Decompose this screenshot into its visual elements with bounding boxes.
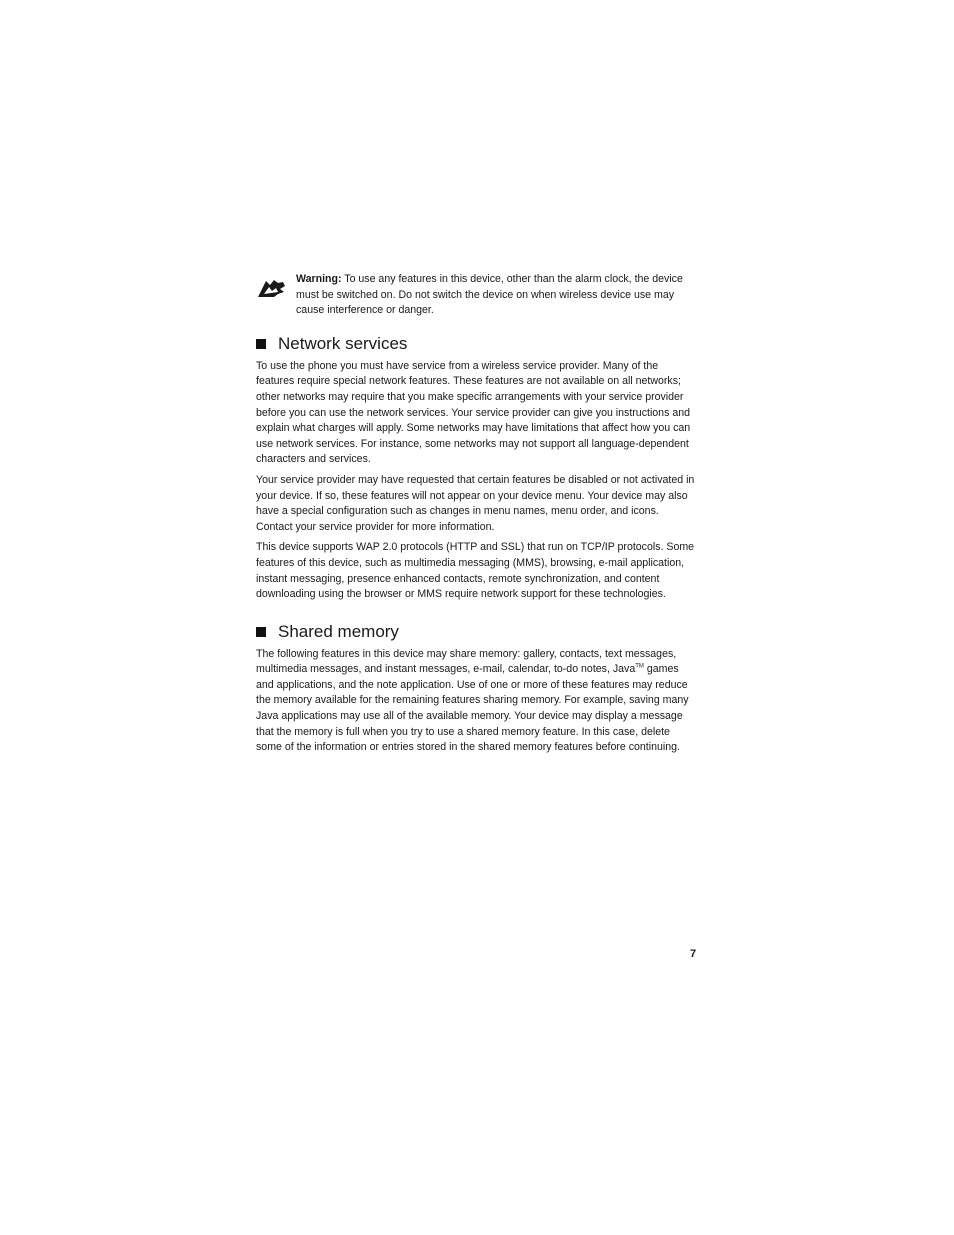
network-services-heading xyxy=(256,333,698,355)
shared-memory-heading xyxy=(256,621,698,643)
warning-label: Warning: xyxy=(296,273,342,285)
page-number: 7 xyxy=(690,948,697,960)
network-paragraph-1: To use the phone you must have service from a wireless service provider. Many of the features require special network features. These features are not available on all networks; other networks may require that you make specific arrangements with your service provider before you can use the network services. Your service provider can give you instructions and explain what charges will apply. Some networks may have limitations that affect how you can use network services. For instance, some networks may not support all language-dependent characters and services. xyxy=(256,359,691,466)
square-bullet-icon xyxy=(256,339,266,349)
memory-text-start: The following features in this device may share memory: gallery, contacts, text messages, multimedia messages, and instant messages, e-mail, calendar, to-do notes, Java xyxy=(256,647,677,676)
warning-hand-icon xyxy=(256,277,286,299)
page-content xyxy=(256,272,698,774)
network-services-title: Network services xyxy=(278,333,408,353)
memory-text-end: games and applications, and the note application. Use of one or more of these features may reduce the memory available for the remaining features sharing memory. For example, saving many Java applications may use all of the available memory. Your device may display a message that the memory is full when you try to use a shared memory feature. In this case, delete some of the information or entries stored in the shared memory features before continuing. xyxy=(256,663,689,754)
network-services-section xyxy=(256,333,698,603)
network-paragraph-3: This device supports WAP 2.0 protocols (HTTP and SSL) that run on TCP/IP protocols. Some features of this device, such as multimedia messaging (MMS), browsing, e-mail application, instant messaging, presence enhanced contacts, remote synchronization, and content downloading using the browser or MMS require network support for these technologies. xyxy=(256,541,695,601)
shared-memory-section xyxy=(256,621,698,756)
square-bullet-icon xyxy=(256,627,266,637)
trademark-symbol: TM xyxy=(635,663,644,670)
warning-note xyxy=(256,272,698,319)
warning-text: To use any features in this device, other than the alarm clock, the device must be switched on. Do not switch the device on when wireless device use may cause interference or danger. xyxy=(296,273,683,317)
shared-memory-title: Shared memory xyxy=(278,621,399,641)
shared-memory-paragraph xyxy=(256,647,698,756)
network-paragraph-2: Your service provider may have requested that certain features be disabled or not activated in your device. If so, these features will not appear on your device menu. Your device may also have a special configuration such as changes in menu names, menu order, and icons. Contact your service provider for more information. xyxy=(256,473,695,533)
